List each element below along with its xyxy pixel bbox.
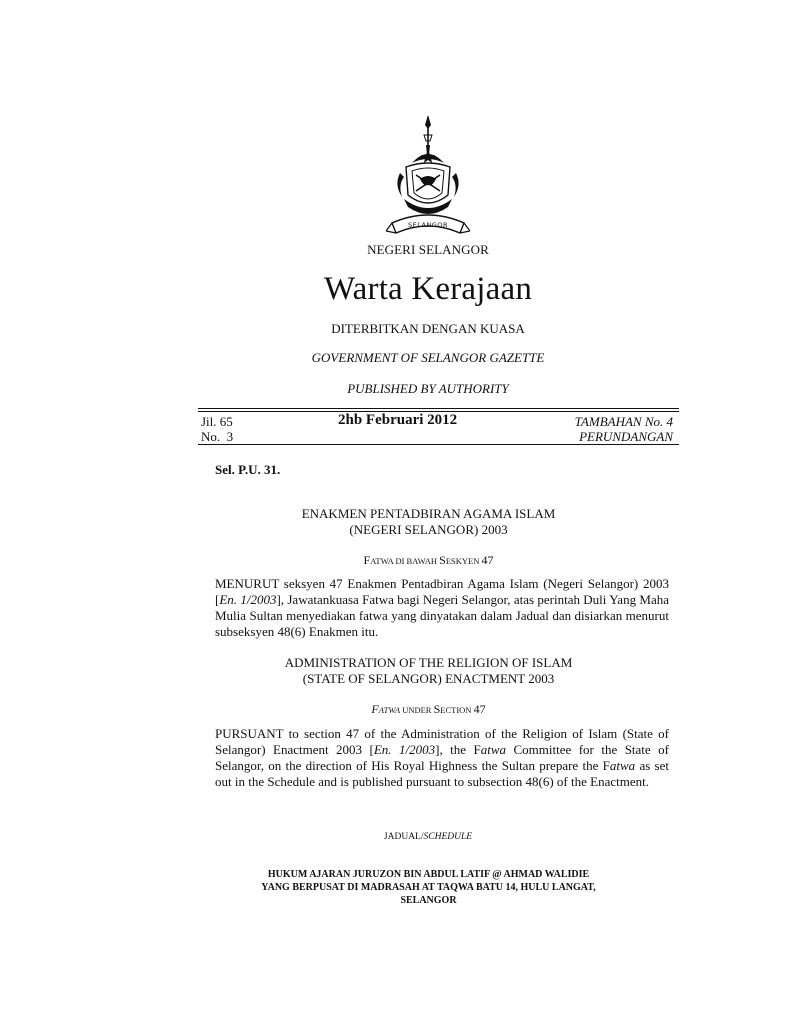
issue-supplement-block: [575, 414, 673, 444]
schedule-label: JADUAL/SCHEDULE: [383, 832, 473, 842]
publication-reference: Sel. P.U. 31.: [215, 462, 281, 477]
preamble-malay: MENURUT seksyen 47 Enakmen Pentadbiran Agama Islam (Negeri Selangor) 2003 [En. 1/2003], Jawatankuasa Fatwa bagi Negeri Selangor, atas perintah Duli Yang Maha Mulia Sultan menyediakan fatwa yang dinyatakan dalam Jadual dan disiarkan menurut subseksyen 48(6) Enakmen itu.: [215, 576, 669, 639]
enactment-heading-malay-line1: ENAKMEN PENTADBIRAN AGAMA ISLAM: [301, 506, 556, 521]
issue-category: PERUNDANGAN: [579, 429, 673, 444]
fatwa-subheading-malay: FATWA DI BAWAH SESKYEN 47: [363, 553, 494, 567]
selangor-crest-icon: [386, 115, 470, 240]
issue-supplement: TAMBAHAN No. 4: [574, 414, 673, 429]
enactment-heading-malay-line2: (NEGERI SELANGOR) 2003: [349, 522, 508, 537]
fatwa-subheading-english: FATWA UNDER SECTION 47: [371, 702, 486, 716]
schedule-title-line2: YANG BERPUSAT DI MADRASAH AT TAQWA BATU 14, HULU LANGAT,: [261, 882, 596, 893]
issue-date: 2hb Februari 2012: [338, 412, 458, 428]
schedule-title: [200, 868, 657, 907]
issue-number: No. 3: [201, 429, 234, 444]
crest-ribbon-text: SELANGOR: [408, 221, 448, 229]
issue-volume: Jil. 65: [201, 414, 233, 429]
enactment-heading-english-line1: ADMINISTRATION OF THE RELIGION OF ISLAM: [284, 655, 573, 670]
state-name: NEGERI SELANGOR: [367, 242, 489, 257]
masthead-rule-bottom: [198, 444, 679, 445]
masthead-rule-top: [198, 408, 679, 409]
published-english: PUBLISHED BY AUTHORITY: [347, 381, 509, 396]
schedule-title-line3: SELANGOR: [400, 895, 457, 906]
preamble-english: PURSUANT to section 47 of the Administration of the Religion of Islam (State of Selangor) Enactment 2003 [En. 1/2003], the Fatwa Committee for the State of Selangor, on the direction of His Royal Highness the Sultan prepare the Fatwa as set out in the Schedule and is published pursuant to subsection 48(6) of the Enactment.: [215, 726, 669, 789]
issue-volume-block: [201, 414, 233, 444]
schedule-title-line1: HUKUM AJARAN JURUZON BIN ABDUL LATIF @ AHMAD WALIDIE: [267, 869, 590, 880]
gazette-title: Warta Kerajaan: [323, 271, 533, 307]
enactment-heading-english: [200, 655, 657, 687]
gazette-english: GOVERNMENT OF SELANGOR GAZETTE: [311, 350, 545, 365]
enactment-heading-malay: [200, 506, 657, 538]
enactment-heading-english-line2: (STATE OF SELANGOR) ENACTMENT 2003: [302, 671, 555, 686]
published-malay: DITERBITKAN DENGAN KUASA: [331, 321, 525, 336]
